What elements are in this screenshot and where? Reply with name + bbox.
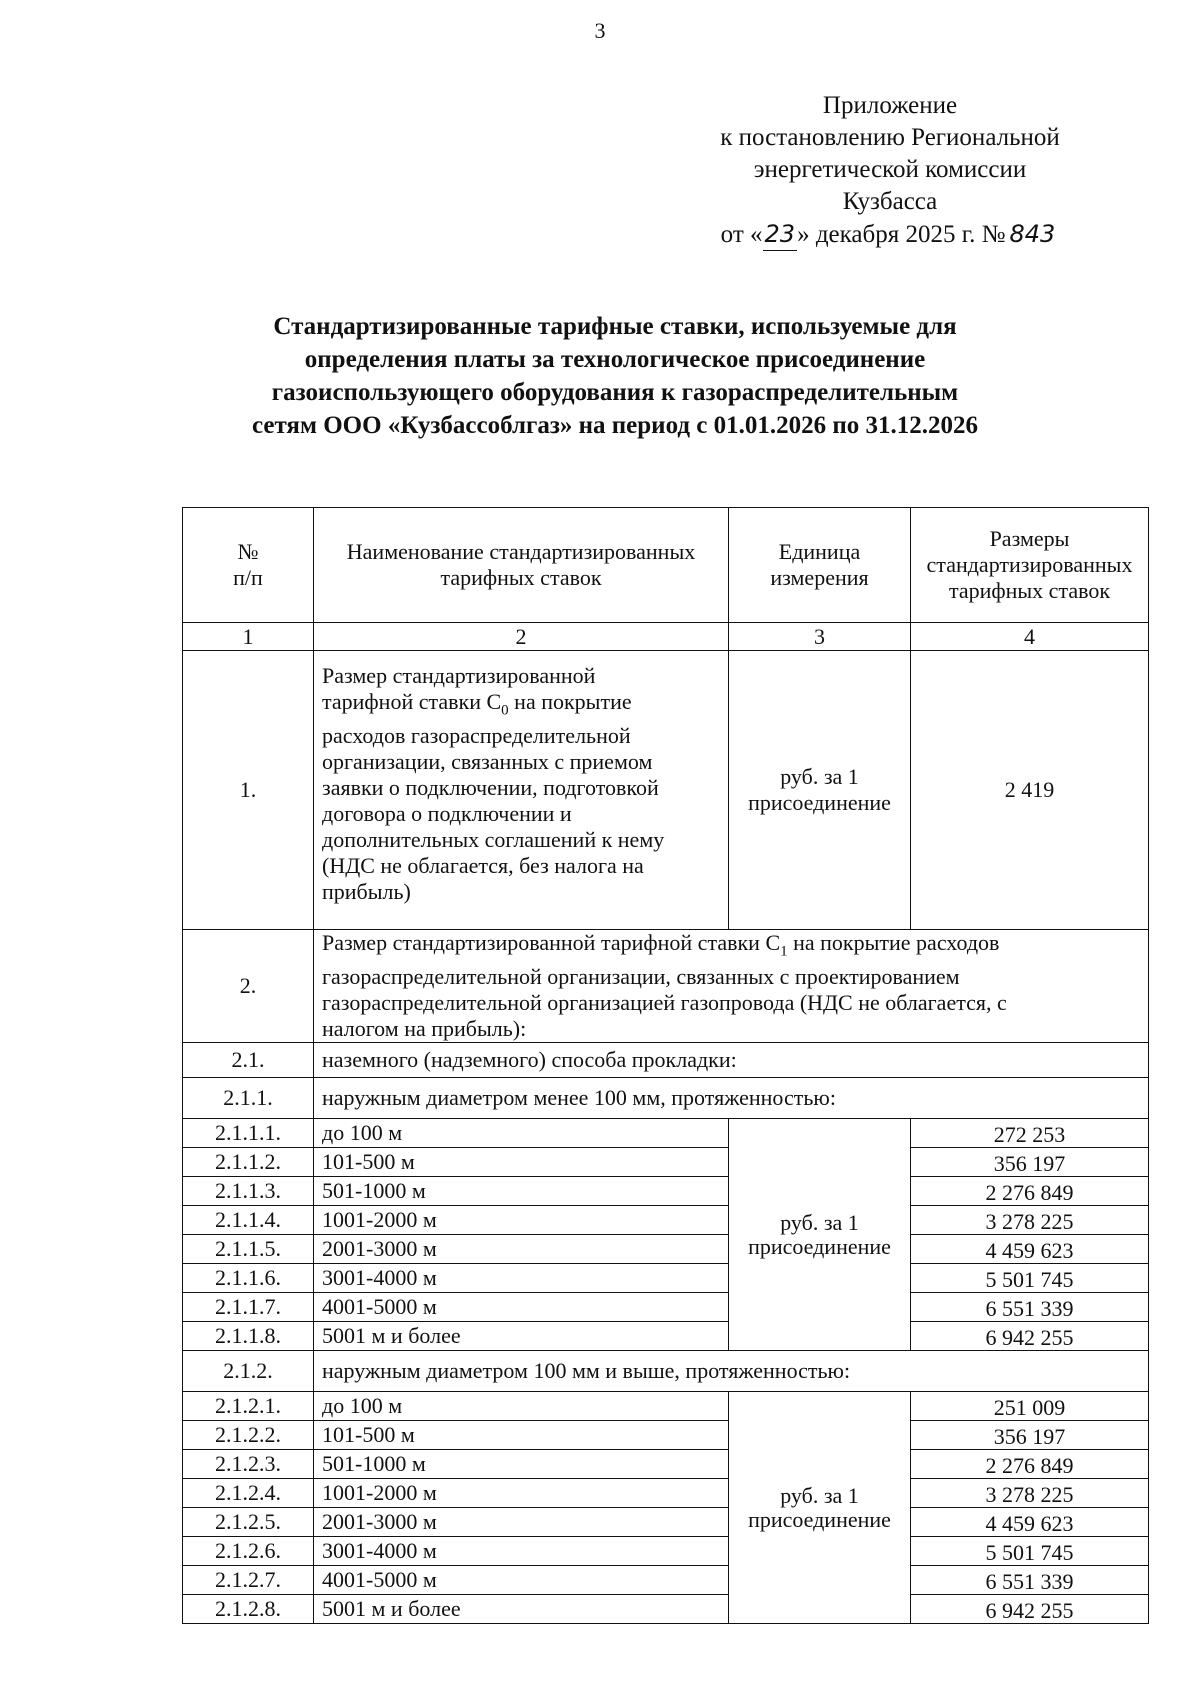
table-row [183,1595,1149,1624]
row-description: 5001 м и более [314,1595,729,1624]
row-number: 2.1.2.6. [183,1537,314,1566]
table-index-row [183,623,1149,651]
table-row [183,1421,1149,1450]
page-number: 3 [594,18,606,43]
row-number: 2.1.1.8. [183,1322,314,1351]
row-description: 5001 м и более [314,1322,729,1351]
row-description: наземного (надземного) способа прокладки: [314,1043,1149,1078]
row-number: 2.1.2.4. [183,1479,314,1508]
handwritten-day: 23 [763,218,798,251]
appendix-line: энергетической комиссии [753,156,1027,183]
row-value: 3 278 225 [911,1479,1149,1508]
document-title [150,310,1080,442]
table-row [183,1322,1149,1351]
row-number: 2.1.1.3. [183,1177,314,1206]
row-value: 2 276 849 [911,1177,1149,1206]
row-value: 2 419 [911,651,1149,930]
row-value: 6 551 339 [911,1293,1149,1322]
appendix-line: Приложение [822,92,958,119]
appendix-date-line [690,218,1090,251]
row-unit: руб. за 1 присоединение [729,1392,911,1624]
table-row [183,1293,1149,1322]
header-unit: Единица измерения [729,508,911,623]
tariff-table [182,507,1149,1624]
row-value: 3 278 225 [911,1206,1149,1235]
row-value: 6 942 255 [911,1595,1149,1624]
index-cell: 4 [911,623,1149,651]
row-unit: руб. за 1 присоединение [729,1119,911,1351]
row-description: 501-1000 м [314,1450,729,1479]
row-number: 2.1.2.7. [183,1566,314,1595]
row-number: 2.1.1.7. [183,1293,314,1322]
row-number: 2.1.1. [183,1078,314,1119]
table-row [183,1177,1149,1206]
row-description: 3001-4000 м [314,1537,729,1566]
row-number: 2.1.2.1. [183,1392,314,1421]
title-line: определения платы за технологическое присоединение [304,346,926,373]
header-size: Размеры стандартизированных тарифных ставок [911,508,1149,623]
row-value: 272 253 [911,1119,1149,1148]
table-row [183,1264,1149,1293]
row-number: 2.1.1.1. [183,1119,314,1148]
row-description: Размер стандартизированной тарифной ставки $С_1$ на покрытие расходов газораспределительной организации, связанных с проектированием газораспределительной организацией газопровода (НДС не облагается, с налогом на прибыль): [314,930,1149,1043]
row-unit: руб. за 1 присоединение [729,651,911,930]
table-row [183,1043,1149,1078]
table-row [183,930,1149,1043]
row-number: 2.1.2.5. [183,1508,314,1537]
row-description: 4001-5000 м [314,1293,729,1322]
title-line: сетям ООО «Кузбассоблгаз» на период с 01.01.2026 по 31.12.2026 [251,412,979,439]
row-value: 6 551 339 [911,1566,1149,1595]
row-description: до 100 м [314,1392,729,1421]
row-description: 101-500 м [314,1148,729,1177]
index-cell: 3 [729,623,911,651]
table-header-row [183,508,1149,623]
date-middle: » декабря 2025 г. № [797,221,1006,248]
row-number: 2.1.1.6. [183,1264,314,1293]
row-number: 2.1.2.8. [183,1595,314,1624]
row-number: 2.1.2. [183,1351,314,1392]
row-number: 2.1.1.2. [183,1148,314,1177]
index-cell: 2 [314,623,729,651]
row-description: до 100 м [314,1119,729,1148]
row-number: 1. [183,651,314,930]
row-description: 101-500 м [314,1421,729,1450]
row-value: 2 276 849 [911,1450,1149,1479]
appendix-block [690,90,1090,251]
row-number: 2. [183,930,314,1043]
row-number: 2.1.1.4. [183,1206,314,1235]
row-description: 4001-5000 м [314,1566,729,1595]
table-row [183,1148,1149,1177]
title-line: Стандартизированные тарифные ставки, используемые для [273,313,957,340]
handwritten-number: 843 [1009,220,1056,248]
row-value: 251 009 [911,1392,1149,1421]
row-value: 4 459 623 [911,1235,1149,1264]
row-description: 2001-3000 м [314,1235,729,1264]
table-row [183,1508,1149,1537]
table-row [183,1235,1149,1264]
index-cell: 1 [183,623,314,651]
row-value: 356 197 [911,1148,1149,1177]
table-row [183,1450,1149,1479]
table-row [183,1537,1149,1566]
title-line: газоиспользующего оборудования к газораспределительным [271,379,959,406]
row-description: 3001-4000 м [314,1264,729,1293]
row-description: 1001-2000 м [314,1479,729,1508]
table-row [183,1078,1149,1119]
row-number: 2.1. [183,1043,314,1078]
row-value: 5 501 745 [911,1264,1149,1293]
table-row [183,1479,1149,1508]
row-description: наружным диаметром менее 100 мм, протяженностью: [314,1078,1149,1119]
row-number: 2.1.2.3. [183,1450,314,1479]
row-description: 1001-2000 м [314,1206,729,1235]
table-row [183,1566,1149,1595]
table-row [183,1206,1149,1235]
row-description: 501-1000 м [314,1177,729,1206]
date-prefix: от « [720,221,763,248]
row-value: 6 942 255 [911,1322,1149,1351]
row-number: 2.1.1.5. [183,1235,314,1264]
row-description: Размер стандартизированной тарифной ставки $С_0$ на покрытие расходов газораспределительной организации, связанных с приемом заявки о подключении, подготовкой договора о подключении и дополнительных соглашений к нему (НДС не облагается, без налога на прибыль) [314,651,729,930]
appendix-line: к постановлению Региональной [720,124,1060,151]
row-number: 2.1.2.2. [183,1421,314,1450]
table-row [183,1392,1149,1421]
row-value: 4 459 623 [911,1508,1149,1537]
appendix-line: Кузбасса [842,188,938,215]
table-row [183,651,1149,930]
row-value: 356 197 [911,1421,1149,1450]
row-value: 5 501 745 [911,1537,1149,1566]
table-row [183,1351,1149,1392]
row-description: 2001-3000 м [314,1508,729,1537]
header-name: Наименование стандартизированных тарифных ставок [314,508,729,623]
table-row [183,1119,1149,1148]
header-number: № п/п [183,508,314,623]
row-description: наружным диаметром 100 мм и выше, протяженностью: [314,1351,1149,1392]
